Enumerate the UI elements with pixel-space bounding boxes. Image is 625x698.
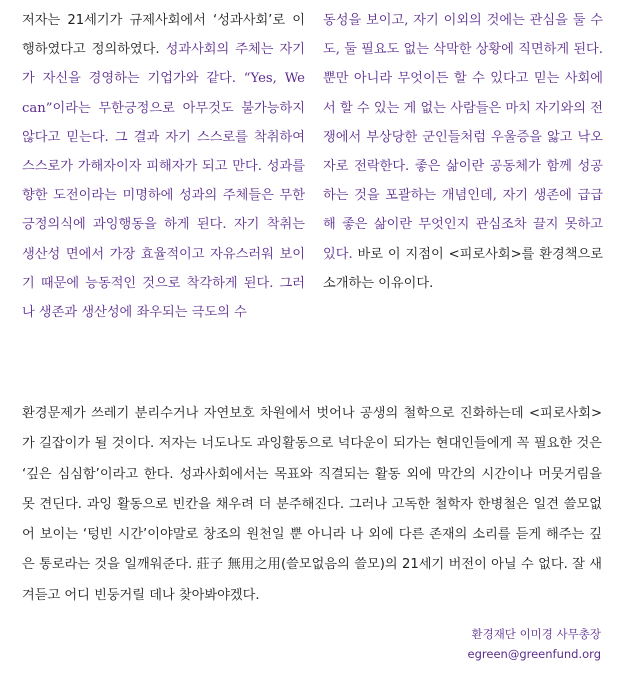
- right-column-highlighted-text: 동성을 보이고, 자기 이외의 것에는 관심을 둘 수도, 둘 필요도 없는 삭막한 상황에 직면하게 된다. 뿐만 아니라 무엇이든 할 수 있다고 믿는 사회에서 할 수 있는 게 없는 사람들은 마치 자기와의 전쟁에서 부상당한 군인들처럼 우울증을 앓고 낙오자로 전락한다. 좋은 삶이란 공동체가 함께 성공하는 것을 포괄하는 개념인데, 자기 생존에 급급해 좋은 삶이란 무엇인지 관심조차 끌지 못하고 있다.: [323, 13, 603, 262]
- bottom-paragraph: 환경문제가 쓰레기 분리수거나 자연보호 차원에서 벗어나 공생의 철학으로 진화하는데 <피로사회>가 길잡이가 될 것이다. 저자는 너도나도 과잉활동으로 넉다운이 되가는 현대인들에게 꼭 필요한 것은 ‘깊은 심심함’이라고 한다. 성과사회에서는 목표와 직결되는 활동 외에 막간의 시간이나 머뭇거림을 못 견딘다. 과잉 활동으로 빈칸을 채우려 더 분주해진다. 그러나 고독한 철학자 한병철은 일견 쓸모없어 보이는 ‘텅빈 시간’이야말로 창조의 원천일 뿐 아니라 나 외에 다른 존재의 소리를 듣게 해주는 깊은 통로라는 것을 일깨워준다. 莊子 無用之用(쓸모없음의 쓸모)의 21세기 버전이 아닐 수 없다. 잘 새겨듣고 어디 빈둥거릴 데나 찾아봐야겠다.: [22, 406, 602, 603]
- author-email: egreen@greenfund.org: [467, 647, 601, 661]
- right-column-paragraph: [323, 0, 603, 298]
- left-column-intro-text: 저자는 21세기가 규제사회에서 ‘성과사회’로 이행하였다고 정의하였다.: [22, 13, 305, 58]
- right-column-closing-text: 바로 이 지점이 <피로사회>를 환경책으로 소개하는 이유이다.: [323, 246, 603, 291]
- author-name: 환경재단 이미경 사무총장: [471, 627, 601, 641]
- left-column-paragraph: [22, 0, 305, 327]
- left-column-highlighted-text: 성과사회의 주체는 자기가 자신을 경영하는 기업가와 같다. “Yes, We can”이라는 무한긍정으로 아무것도 불가능하지 않다고 믿는다. 그 결과 자기 스스로를 착취하여 스스로가 가해자이자 피해자가 되고 만다. 성과를 향한 도전이라는 미명하에 성과의 주체들은 무한긍정의식에 과잉행동을 하게 된다. 자기 착취는 생산성 면에서 가장 효율적이고 자유스러워 보이기 때문에 능동적인 것으로 착각하게 된다. 그러나 생존과 생산성에 좌우되는 극도의 수: [22, 42, 305, 321]
- signature-block: [468, 624, 601, 664]
